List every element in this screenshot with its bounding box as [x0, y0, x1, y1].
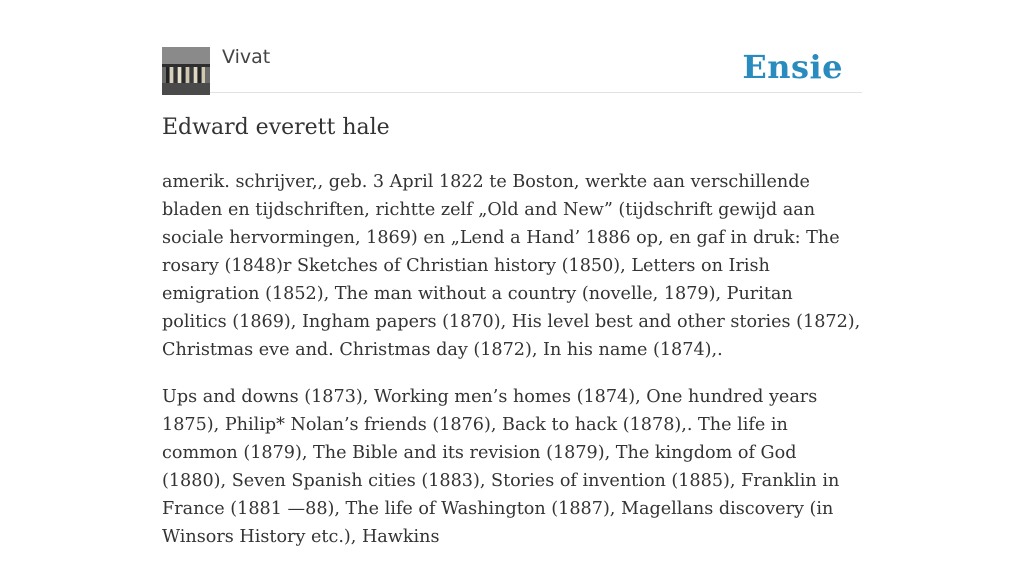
article-header [162, 0, 862, 93]
author-name[interactable]: Vivat [222, 46, 271, 68]
site-logo[interactable]: Ensie [742, 48, 843, 86]
article-paragraph: Ups and downs (1873), Working men’s homes (1874), One hundred years 1875), Philip* Nolan’s friends (1876), Back to hack (1878),. The life in common (1879), The Bible and its revision (1879), The kingdom of God (1880), Seven Spanish cities (1883), Stories of invention (1885), Franklin in France (1881 —88), The life of Washington (1887), Magellans discovery (in Winsors History etc.), Hawkins [162, 387, 840, 547]
bookshelf-image [162, 47, 210, 95]
article-paragraph: amerik. schrijver,, geb. 3 April 1822 te Boston, werkte aan verschillende bladen en tijdschriften, richtte zelf „Old and New” (tijdschrift gewijd aan sociale hervormingen, 1869) en „Lend a Hand’ 1886 op, en gaf in druk: The rosary (1848)r Sketches of Christian history (1850), Letters on Irish emigration (1852), The man without a country (novelle, 1879), Puritan politics (1869), Ingham papers (1870), His level best and other stories (1872), Christmas eve and. Christmas day (1872), In his name (1874),. [162, 172, 861, 360]
author-avatar[interactable] [162, 47, 210, 95]
article-title: Edward everett hale [162, 115, 390, 140]
article-body [162, 168, 862, 570]
article-page [162, 0, 862, 547]
